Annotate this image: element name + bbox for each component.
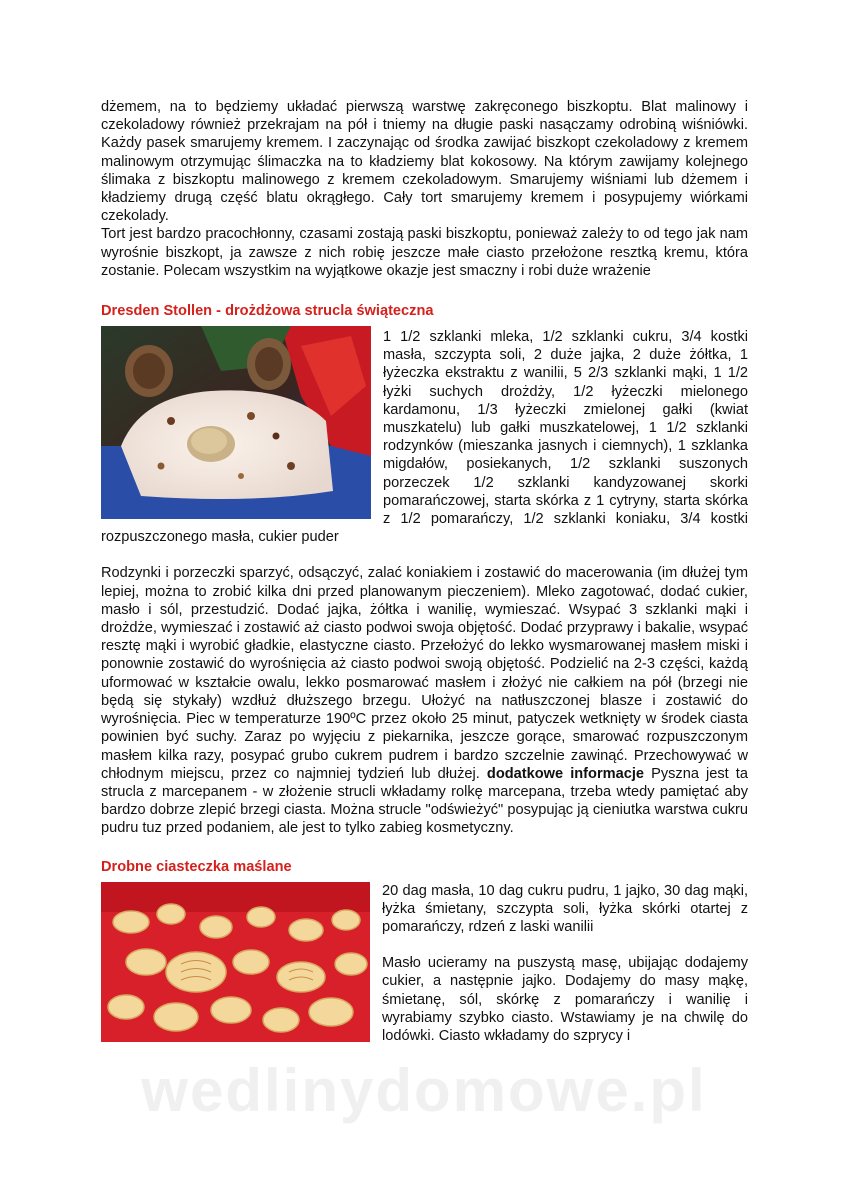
cookies-heading: Drobne ciasteczka maślane	[101, 858, 292, 875]
stollen-method	[101, 564, 748, 837]
spacer	[101, 280, 748, 302]
spacer	[101, 838, 748, 858]
spacer	[101, 546, 748, 564]
document-page	[101, 98, 748, 1046]
stollen-method-extra: Pyszna jest ta strucla z marcepanem - w złożenie strucli wkładamy rolkę marcepana, trzeba wtedy pamiętać aby bardzo dobrze zlepić brzegi ciasta. Można strucle "odświeżyć" posypując ją cieniutka warstwa cukru pudru tuz przed podaniem, ale jest to tylko zabieg kosmetyczny.	[101, 765, 748, 837]
cookies-method: Masło ucieramy na puszystą masę, ubijając dodajemy cukier, a następnie jajko. Dodajemy do masy mąkę, śmietanę, sól, skórkę z pomarańczy i wanilię i wyrabiamy szybko ciasto. Wstawiamy je na chwilę do lodówki. Ciasto wkładamy do szprycy i	[382, 955, 748, 1044]
extra-info-label: dodatkowe informacje	[486, 765, 645, 782]
cookies-photo	[101, 882, 370, 1042]
cookies-ingredients: 20 dag masła, 10 dag cukru pudru, 1 jajko, 30 dag mąki, łyżka śmietany, szczypta soli, łyżka skórki otartej z pomarańczy, rdzeń z laski wanilii	[382, 882, 748, 935]
stollen-ingredients: 1 1/2 szklanki mleka, 1/2 szklanki cukru, 3/4 kostki masła, szczypta soli, 2 duże jajka, 2 duże żółtka, 1 łyżeczka ekstraktu z wanilii, 5 2/3 szklanki mąki, 1 1/2 łyżki suchych drożdży, 1/2 łyżeczki mielonego kardamonu, 1/3 łyżeczki zmielonej gałki (kwiat muszkatelu) lub gałki muszkatelowej, 1 1/2 szklanki rodzynków (mieszanka jasnych i ciemnych), 1 szklanka migdałów, posiekanych, 1/2 szklanki suszonych porzeczek 1/2 szklanki kandyzowanej skorki pomarańczowej, starta skórka z 1 cytryny, starta skórka z 1/2 pomarańczy, 1/2 szklanki koniaku, 3/4 kostki rozpuszczonego masła, cukier puder	[101, 329, 748, 546]
stollen-heading: Dresden Stollen - drożdżowa strucla świąteczna	[101, 303, 434, 320]
intro-paragraph-2: Tort jest bardzo pracochłonny, czasami zostają paski biszkoptu, ponieważ zależy to od tego jak nam wyrośnie biszkopt, ja zawsze z nich robię jeszcze małe ciasto przełożone resztką kremu, która zostanie. Polecam wszystkim na wyjątkowe okazje jest smaczny i robi duże wrażenie	[101, 226, 748, 279]
watermark: wedlinydomowe.pl	[141, 1057, 707, 1124]
stollen-photo	[101, 326, 371, 519]
intro-paragraph-1: dżemem, na to będziemy układać pierwszą warstwę zakręconego biszkoptu. Blat malinowy i czekoladowy również przekrajam na pół i tniemy na długie paski nasączamy odrobiną wiśniówki. Każdy pasek smarujemy kremem. I zaczynając od środka zawijać biszkopt czekoladowy z kremem malinowym otrzymując ślimaczka na to kładziemy blat kokosowy. Na którym zawijamy kolejnego ślimaka z biszkoptu malinowego z kremem czekoladowym. Smarujemy wiśniami lub dżemem i kładziemy drugą część blatu okrągłego. Cały tort smarujemy kremem i posypujemy wiórkami czekolady.	[101, 99, 748, 225]
stollen-method-text: Rodzynki i porzeczki sparzyć, odsączyć, zalać koniakiem i zostawić do macerowania (im dłużej tym lepiej, można to zrobić kilka dni przed planowanym pieczeniem). Mleko zagotować, dodać cukier, masło i sól, przestudzić. Dodać jajka, żółtka i wanilię, wymieszać. Wsypać 3 szklanki mąki i drożdże, wymieszać i zostawić aż ciasto podwoi swoja objętość. Dodać przyprawy i bakalie, wsypać resztę mąki i wyrobić gładkie, elastyczne ciasto. Przełożyć do lekko wysmarowanej masłem miski i ponownie zostawić do wyrośnięcia aż ciasto podwoi swoją objętość. Podzielić na 2-3 części, każdą uformować w kształcie owalu, lekko posmarować masłem i złożyć nie całkiem na pół (brzegi nie będą się stykały) wzdłuż dłuższego brzegu. Ułożyć na natłuszczonej blasze i zostawić do wyrośnięcia. Piec w temperaturze 190ºC przez około 25 minut, patyczek wetknięty w środek ciasta powinien być suchy. Zaraz po wyjęciu z piekarnika, jeszcze gorące, smarować rozpuszczonym masłem kilka razy, posypać grubo cukrem pudrem i bardzo szczelnie zawinąć. Przechowywać w chłodnym miejscu, przez co najmniej tydzień lub dłużej.	[101, 565, 748, 782]
